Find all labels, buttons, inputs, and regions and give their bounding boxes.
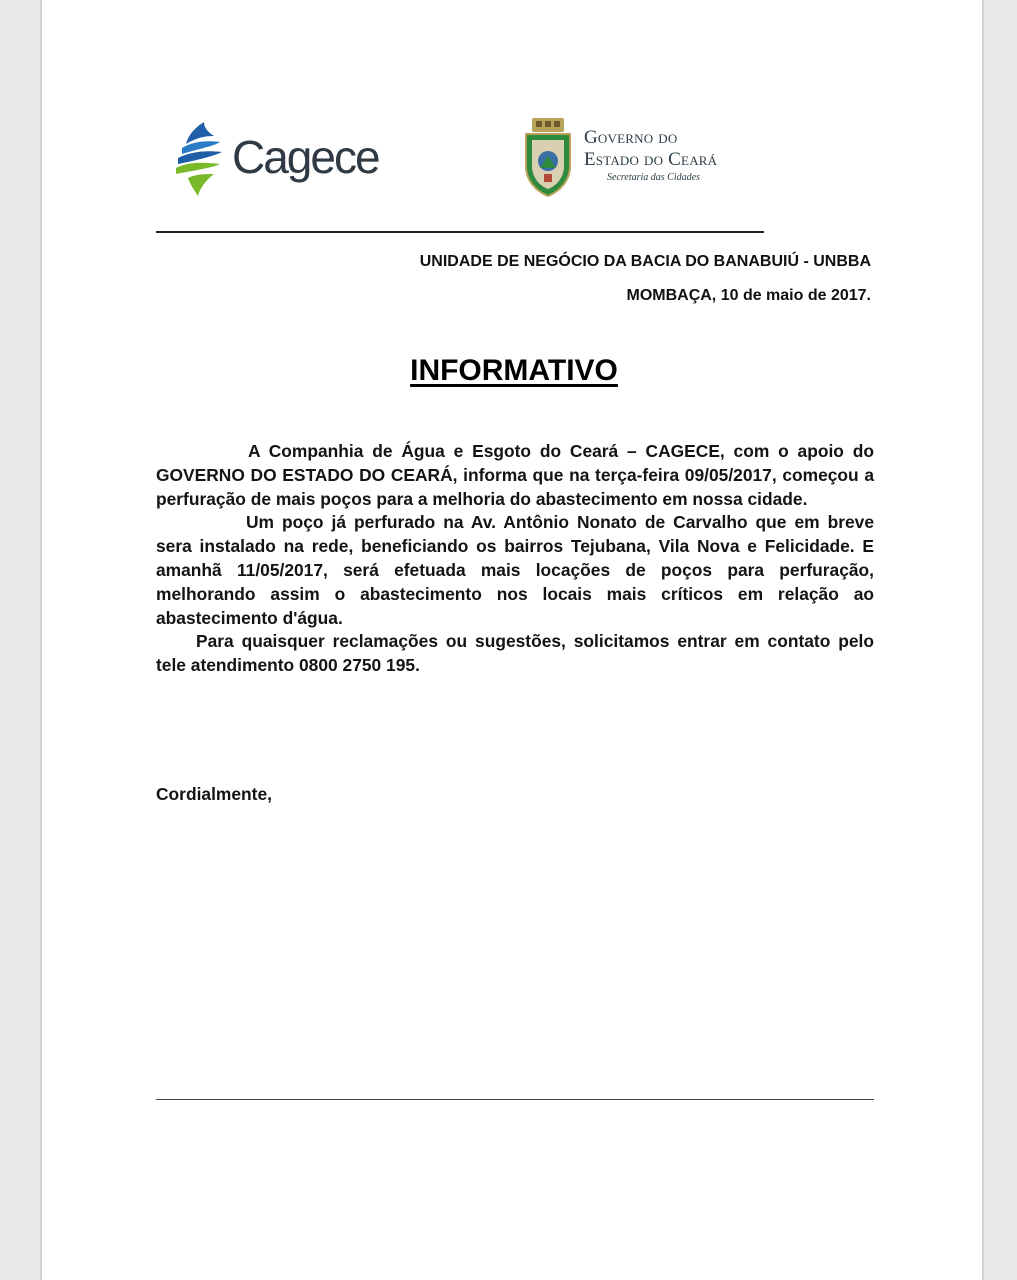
body-paragraph-3: Para quaisquer reclamações ou sugestões, solicitamos entrar em contato pelo tele atendimento 0800 2750 195. [156,631,874,676]
secretaria-subtitle: Secretaria das Cidades [607,172,700,183]
document-title: INFORMATIVO [410,354,618,387]
document-page [40,0,984,1280]
place-date-line: MOMBAÇA, 10 de maio de 2017. [626,287,871,304]
ceara-coat-of-arms-icon [520,116,576,198]
cagece-wordmark: Cagece [232,131,379,183]
cagece-swoosh-icon [174,118,234,198]
estado-line: Estado do Ceará [584,149,718,170]
cagece-logo [174,118,379,208]
governo-line: Governo do [584,127,678,148]
signature-line [156,1099,874,1100]
document-body [156,440,874,678]
governo-ceara-logo [520,116,750,198]
body-paragraph-1: A Companhia de Água e Esgoto do Ceará – CAGECE, com o apoio do GOVERNO DO ESTADO DO CEARÁ, informa que na terça-feira 09/05/2017, começou a perfuração de mais poços para a melhoria do abastecimento em nossa cidade. [156,441,874,509]
business-unit-heading: UNIDADE DE NEGÓCIO DA BACIA DO BANABUIÚ - UNBBA [419,253,871,270]
header-divider [156,231,764,233]
closing-salutation: Cordialmente, [156,784,272,804]
body-paragraph-2: Um poço já perfurado na Av. Antônio Nonato de Carvalho que em breve sera instalado na rede, beneficiando os bairros Tejubana, Vila Nova e Felicidade. E amanhã 11/05/2017, será efetuada mais locações de poços para perfuração, melhorando assim o abastecimento nos locais mais críticos em relação ao abastecimento d'água. [156,512,874,628]
